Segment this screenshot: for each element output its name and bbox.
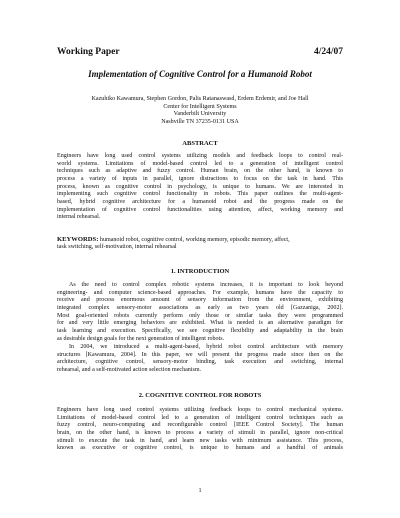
section2-line: Engineers have long used control systems utilizing feedback loops to control mechanical systems. bbox=[57, 407, 343, 413]
intro-line: As the need to control complex robotic systems increases, it is important to look beyond bbox=[69, 282, 343, 288]
author-block bbox=[57, 96, 343, 126]
abstract-line: Engineers have long used control systems utilizing models and feedback loops to control real- bbox=[57, 153, 343, 159]
intro-line: rehearsal, and a self-motivated action selection mechanism. bbox=[57, 367, 202, 374]
abstract-line: implementation of cognitive control functionalities using attention, affect, working memory and bbox=[57, 206, 343, 213]
abstract-line: internal rehearsal. bbox=[57, 214, 101, 221]
author-names: Kazuhiko Kawamura, Stephen Gordon, Palis Ratanaswasd, Erdem Erdemir, and Joe Hall bbox=[91, 96, 309, 102]
affiliation-center: Center for Intelligent Systems bbox=[163, 103, 237, 110]
intro-line: task learning and execution. Specifically, we see cognitive flexibility and adaptability in the brain bbox=[57, 328, 343, 335]
keywords-text: humanoid robot, cognitive control, working memory, episodic memory, affect, bbox=[99, 237, 290, 243]
page-number: 1 bbox=[198, 487, 202, 494]
section-2-paragraph bbox=[57, 407, 343, 453]
section2-line: brain, on the other hand, is known to process a variety of stimuli in parallel, ignore non-critical bbox=[57, 430, 343, 437]
intro-line: Most goal-oriented robots currently perform only those or similar tasks they were programmed bbox=[57, 312, 343, 319]
paper-title: Implementation of Cognitive Control for a Humanoid Robot bbox=[88, 69, 312, 79]
section-2-heading: 2. COGNITIVE CONTROL FOR ROBOTS bbox=[138, 392, 262, 399]
running-header bbox=[57, 47, 343, 57]
keywords-line-2: task switching, self-motivation, internal rehearsal bbox=[57, 243, 177, 250]
intro-line: In 2004, we introduced a multi-agent-based, hybrid robot control architecture with memory bbox=[69, 344, 343, 350]
header-working-paper: Working Paper bbox=[57, 47, 120, 57]
introduction-paragraph-1 bbox=[57, 282, 343, 343]
header-date: 4/24/07 bbox=[313, 47, 343, 57]
abstract-line: based, hybrid cognitive architecture for a humanoid robot and the progress made on the bbox=[57, 199, 343, 206]
abstract-body bbox=[57, 153, 343, 222]
keywords-label: KEYWORDS: bbox=[57, 236, 99, 243]
keywords-line bbox=[57, 236, 343, 244]
introduction-paragraph-2 bbox=[57, 344, 343, 375]
abstract-line: implementing such cognitive control functionality in robots. This paper outlines the multi-agent- bbox=[57, 191, 343, 198]
abstract-line: techniques such as adaptive and fuzzy control. Human brain, on the other hand, is known to bbox=[57, 168, 343, 175]
affiliation-address: Nashville TN 37235-0131 USA bbox=[161, 118, 239, 125]
affiliation-university: Vanderbilt University bbox=[173, 111, 227, 118]
section2-line: fuzzy control, neuro-computing and reconfigurable control [IEEE Control Society]. The human bbox=[57, 422, 343, 429]
section2-line: known as executive or cognitive control, is unique to humans and a handful of animals bbox=[57, 445, 343, 452]
intro-line: integrated complex sensory-motor associations as early as two years old [Gazzaniga, 2002]. bbox=[57, 305, 343, 312]
intro-line: receive and process enormous amount of sensory information from the environment, exhibiting bbox=[57, 297, 343, 304]
abstract-heading: ABSTRACT bbox=[182, 140, 218, 147]
intro-line: as desirable design goals for the next generation of intelligent robots. bbox=[57, 335, 225, 342]
section2-line: stimuli to execute the task in hand, and learn new tasks with minimum assistance. This process, bbox=[57, 437, 343, 444]
intro-line: architecture, cognitive control, sensory-motor binding, task execution and switching, internal bbox=[57, 359, 343, 366]
introduction-heading: 1. INTRODUCTION bbox=[170, 268, 230, 275]
abstract-line: process, known as cognitive control in psychology, is unique to humans. We are interested in bbox=[57, 183, 343, 190]
keywords-block bbox=[57, 236, 343, 251]
intro-line: for and very little emerging behaviors are exhibited. What is needed is an alternative paradigm for bbox=[57, 320, 343, 327]
intro-line: structures [Kawamura, 2004]. In this paper, we will present the progress made since then on the bbox=[57, 351, 343, 358]
abstract-line: world systems. Limitations of model-based control led to a generation of intelligent control bbox=[57, 160, 343, 167]
abstract-line: process a variety of inputs in parallel, ignore distractions to focus on the task in hand. This bbox=[57, 176, 343, 183]
intro-line: engineering- and computer science-based approaches. For example, humans have the capacity to bbox=[57, 289, 343, 296]
section2-line: Limitations of model-based control led to a generation of intelligent control techniques such as bbox=[57, 414, 343, 421]
